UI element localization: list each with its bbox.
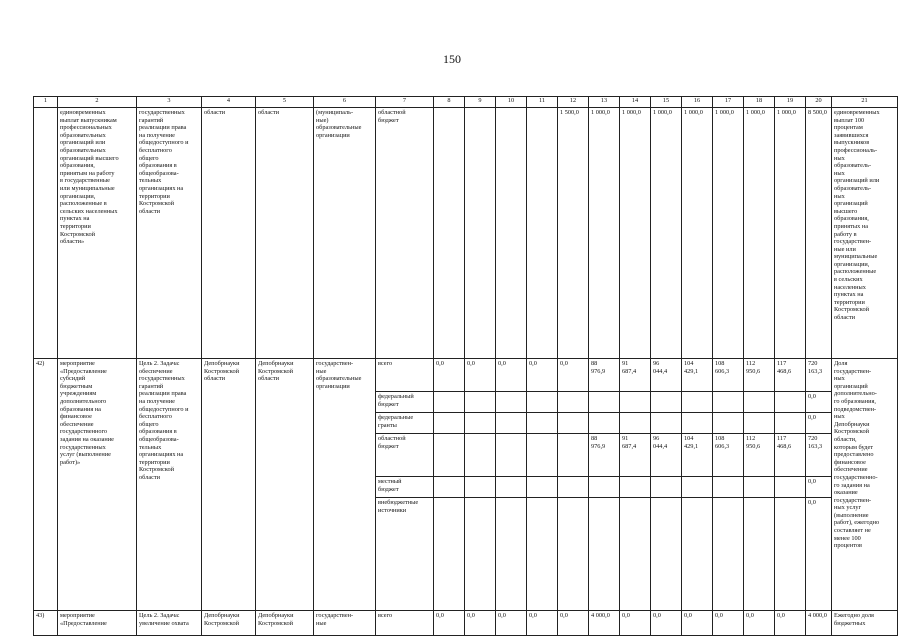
cell-value: 0,0 xyxy=(620,611,651,636)
cell-value: 1 000,0 xyxy=(744,108,775,359)
cell-value: 104 429,1 xyxy=(682,359,713,392)
header-cell-19: 19 xyxy=(775,97,806,108)
cell-executor: Депобрнауки Костромской xyxy=(202,611,256,636)
cell-value xyxy=(775,498,806,611)
cell-value: 0,0 xyxy=(527,611,558,636)
cell-value: 8 500,0 xyxy=(806,108,832,359)
header-cell-2: 2 xyxy=(58,97,137,108)
cell-coexecutor: Депобрнауки Костромской xyxy=(256,611,314,636)
page-number: 150 xyxy=(443,52,461,66)
cell-value: 108 606,3 xyxy=(713,359,744,392)
cell-value: 0,0 xyxy=(465,359,496,392)
cell-value xyxy=(682,477,713,498)
header-cell-6: 6 xyxy=(314,97,376,108)
cell-num xyxy=(34,108,58,359)
cell-value xyxy=(465,434,496,477)
cell-value: 1 000,0 xyxy=(775,108,806,359)
cell-executor: области xyxy=(202,108,256,359)
cell-value: 0,0 xyxy=(806,498,832,611)
cell-value xyxy=(465,108,496,359)
cell-value xyxy=(558,498,589,611)
cell-value: 108 606,3 xyxy=(713,434,744,477)
cell-value xyxy=(558,477,589,498)
cell-value xyxy=(434,498,465,611)
cell-value: 0,0 xyxy=(806,477,832,498)
cell-value xyxy=(651,413,682,434)
cell-value xyxy=(589,392,620,413)
cell-value: 117 468,6 xyxy=(775,359,806,392)
cell-value: 1 000,0 xyxy=(620,108,651,359)
cell-executor: Депобрнауки Костромской области xyxy=(202,359,256,611)
cell-goal: Цель 2. Задача: обеспечение государственных гарантий реализации права на получение общедоступного и бесплатного общего образования в общеобразова- тельных организациях на территории Костромской области xyxy=(137,359,202,611)
header-cell-9: 9 xyxy=(465,97,496,108)
cell-value: 96 044,4 xyxy=(651,359,682,392)
cell-value: 0,0 xyxy=(713,611,744,636)
header-cell-10: 10 xyxy=(496,97,527,108)
header-row xyxy=(34,97,898,108)
cell-value xyxy=(682,498,713,611)
cell-value: 0,0 xyxy=(558,611,589,636)
header-cell-21: 21 xyxy=(832,97,898,108)
cell-event: мероприятие «Предоставление xyxy=(58,611,137,636)
cell-value xyxy=(527,477,558,498)
cell-value: 0,0 xyxy=(496,611,527,636)
cell-source: местный бюджет xyxy=(376,477,434,498)
cell-value: 0,0 xyxy=(558,359,589,392)
cell-value xyxy=(651,392,682,413)
cell-source: всего xyxy=(376,359,434,392)
cell-value: 1 000,0 xyxy=(713,108,744,359)
table-row xyxy=(34,108,898,359)
cell-num: 43) xyxy=(34,611,58,636)
cell-value: 96 044,4 xyxy=(651,434,682,477)
cell-value xyxy=(620,498,651,611)
cell-value xyxy=(558,434,589,477)
cell-value xyxy=(713,477,744,498)
cell-value xyxy=(713,392,744,413)
cell-value xyxy=(434,392,465,413)
cell-value: 1 500,0 xyxy=(558,108,589,359)
cell-value xyxy=(496,413,527,434)
header-cell-1: 1 xyxy=(34,97,58,108)
cell-indicator: Ежегодно доля бюджетных xyxy=(832,611,898,636)
header-cell-7: 7 xyxy=(376,97,434,108)
cell-value: 1 000,0 xyxy=(651,108,682,359)
cell-value xyxy=(620,477,651,498)
header-cell-20: 20 xyxy=(806,97,832,108)
cell-value xyxy=(744,477,775,498)
cell-value: 0,0 xyxy=(527,359,558,392)
cell-value xyxy=(713,498,744,611)
cell-source: областной бюджет xyxy=(376,434,434,477)
cell-value xyxy=(775,392,806,413)
cell-value xyxy=(496,477,527,498)
header-cell-15: 15 xyxy=(651,97,682,108)
cell-value xyxy=(589,413,620,434)
cell-value: 0,0 xyxy=(775,611,806,636)
cell-value xyxy=(558,392,589,413)
cell-value: 0,0 xyxy=(744,611,775,636)
cell-value xyxy=(434,108,465,359)
cell-value xyxy=(527,434,558,477)
table-row xyxy=(34,359,898,392)
cell-value xyxy=(775,477,806,498)
cell-value xyxy=(682,392,713,413)
header-cell-4: 4 xyxy=(202,97,256,108)
program-table xyxy=(33,96,898,636)
cell-participant: государствен- ные xyxy=(314,611,376,636)
cell-value: 91 687,4 xyxy=(620,359,651,392)
header-cell-11: 11 xyxy=(527,97,558,108)
cell-value: 91 687,4 xyxy=(620,434,651,477)
cell-event: единовременных выплат выпускникам профессиональных образовательных организаций или образовательных организаций высшего образования, принятым на работу в государственные или муниципальные организации, расположенные в сельских населенных пунктах на территории Костромской области» xyxy=(58,108,137,359)
cell-source: федеральный бюджет xyxy=(376,392,434,413)
cell-value: 1 000,0 xyxy=(589,108,620,359)
cell-value xyxy=(527,108,558,359)
cell-num: 42) xyxy=(34,359,58,611)
cell-participant: (муниципаль- ные) образовательные организации xyxy=(314,108,376,359)
cell-value xyxy=(620,392,651,413)
cell-value: 104 429,1 xyxy=(682,434,713,477)
header-cell-5: 5 xyxy=(256,97,314,108)
cell-event: мероприятие «Предоставление субсидий бюджетным учреждениям дополнительного образования на финансовое обеспечение государственного задания на оказание государственных услуг (выполнение работ)» xyxy=(58,359,137,611)
header-cell-12: 12 xyxy=(558,97,589,108)
cell-source: внебюджетные источники xyxy=(376,498,434,611)
header-cell-13: 13 xyxy=(589,97,620,108)
table-row xyxy=(34,611,898,636)
cell-value xyxy=(465,477,496,498)
cell-value xyxy=(744,498,775,611)
cell-value xyxy=(496,108,527,359)
cell-value xyxy=(744,413,775,434)
cell-value: 0,0 xyxy=(651,611,682,636)
cell-value: 112 950,6 xyxy=(744,434,775,477)
cell-value xyxy=(589,477,620,498)
cell-value xyxy=(496,434,527,477)
cell-value xyxy=(527,413,558,434)
cell-value: 4 000,0 xyxy=(589,611,620,636)
cell-value xyxy=(682,413,713,434)
cell-value xyxy=(527,392,558,413)
cell-value: 112 950,6 xyxy=(744,359,775,392)
cell-value: 0,0 xyxy=(806,392,832,413)
cell-value: 88 976,9 xyxy=(589,359,620,392)
cell-value xyxy=(651,477,682,498)
cell-value xyxy=(434,413,465,434)
cell-value xyxy=(775,413,806,434)
cell-value xyxy=(589,498,620,611)
cell-value: 1 000,0 xyxy=(682,108,713,359)
header-cell-14: 14 xyxy=(620,97,651,108)
cell-value: 0,0 xyxy=(465,611,496,636)
cell-coexecutor: Депобрнауки Костромской области xyxy=(256,359,314,611)
cell-value: 0,0 xyxy=(682,611,713,636)
cell-value: 0,0 xyxy=(806,413,832,434)
cell-source: федеральные гранты xyxy=(376,413,434,434)
cell-value xyxy=(558,413,589,434)
cell-goal: государственных гарантий реализации права на получение общедоступного и бесплатного общего образования в общеобразова- тельных организациях на территории Костромской области xyxy=(137,108,202,359)
cell-value: 0,0 xyxy=(434,611,465,636)
cell-value xyxy=(744,392,775,413)
cell-value xyxy=(620,413,651,434)
cell-value: 0,0 xyxy=(496,359,527,392)
cell-value xyxy=(651,498,682,611)
cell-coexecutor: области xyxy=(256,108,314,359)
header-cell-18: 18 xyxy=(744,97,775,108)
header-cell-3: 3 xyxy=(137,97,202,108)
cell-value xyxy=(713,413,744,434)
cell-value xyxy=(434,477,465,498)
cell-value xyxy=(465,498,496,611)
cell-value: 4 000,0 xyxy=(806,611,832,636)
header-cell-17: 17 xyxy=(713,97,744,108)
cell-value xyxy=(465,413,496,434)
cell-source: всего xyxy=(376,611,434,636)
cell-value xyxy=(527,498,558,611)
cell-value xyxy=(496,392,527,413)
cell-value xyxy=(496,498,527,611)
cell-goal: Цель 2. Задача: увеличение охвата xyxy=(137,611,202,636)
header-cell-8: 8 xyxy=(434,97,465,108)
cell-value xyxy=(434,434,465,477)
cell-source: областной бюджет xyxy=(376,108,434,359)
cell-value: 117 468,6 xyxy=(775,434,806,477)
cell-participant: государствен- ные образовательные организации xyxy=(314,359,376,611)
cell-value: 720 163,3 xyxy=(806,359,832,392)
cell-indicator: Доля государствен- ных организаций дополнительно- го образования, подведомствен- ных Депобрнауки Костромской области, которым будет предоставлено финансовое обеспечение государственно- го задания на оказание государствен- ных услуг (выполнение работ), ежегодно составляет не менее 100 процентов xyxy=(832,359,898,611)
cell-value: 720 163,3 xyxy=(806,434,832,477)
cell-value: 88 976,9 xyxy=(589,434,620,477)
cell-value: 0,0 xyxy=(434,359,465,392)
cell-value xyxy=(465,392,496,413)
cell-indicator: единовременных выплат 100 процентам заявившихся выпускников профессиональ- ных образователь- ных организаций или образователь- ных организаций высшего образования, принятых на работу в государствен- ные или муниципальные организации, расположенные в сельских населенных пунктах на территории Костромской области xyxy=(832,108,898,359)
header-cell-16: 16 xyxy=(682,97,713,108)
